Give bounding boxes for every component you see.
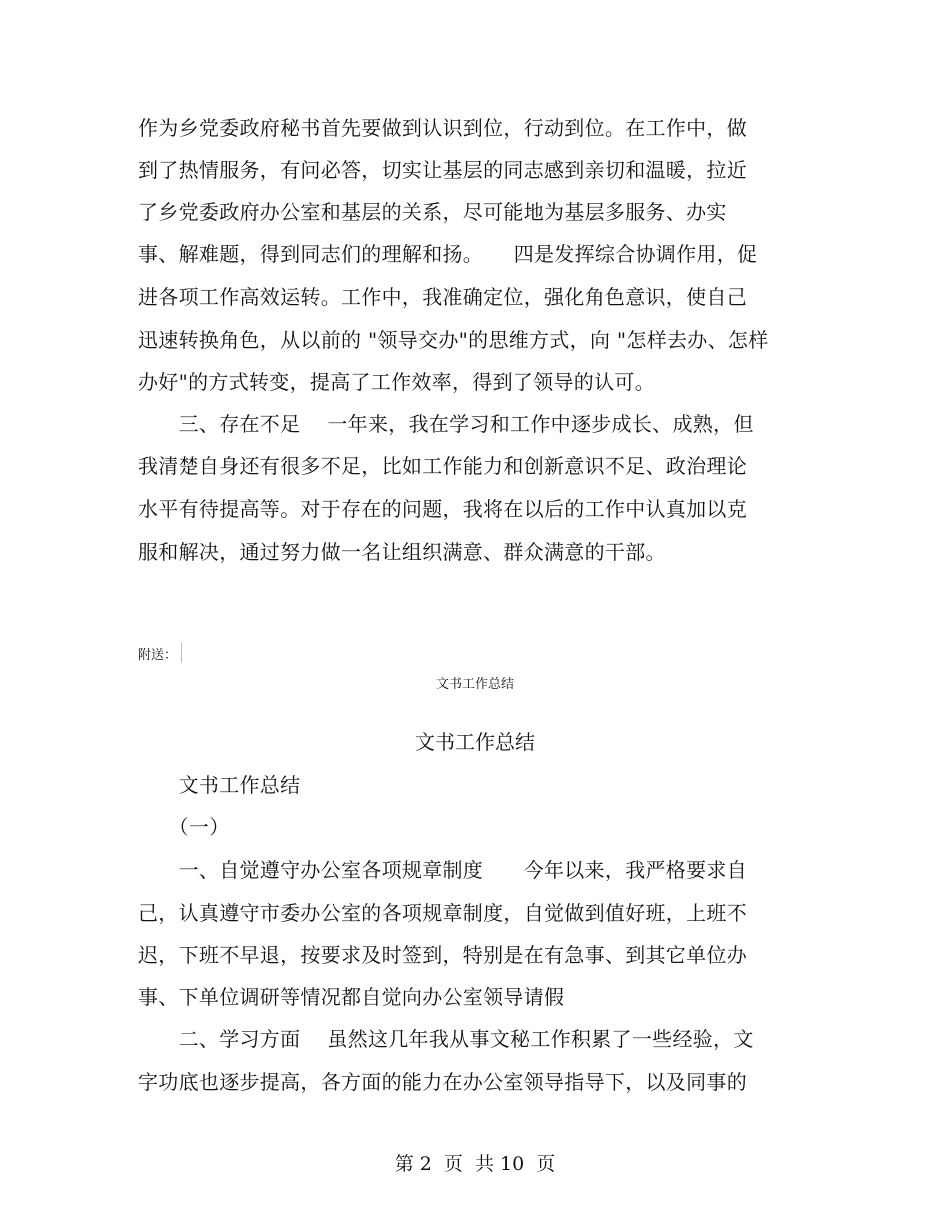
paragraph-line: 己，认真遵守市委办公室的各项规章制度，自觉做到值好班，上班不 — [138, 901, 747, 925]
attachment-label: 附送： — [138, 647, 178, 663]
paragraph-line: 事、下单位调研等情况都自觉向办公室领导请假 — [138, 985, 565, 1009]
attachment-label-box — [138, 642, 182, 664]
attachment-separator — [181, 643, 182, 663]
paragraph-line: 水平有待提高等。对于存在的问题，我将在以后的工作中认真加以克 — [138, 497, 747, 521]
paragraph-line: 文书工作总结 — [138, 773, 301, 797]
paragraph-line: 迅速转换角色，从以前的 "领导交办"的思维方式，向 "怎样去办、怎样 — [138, 328, 769, 352]
paragraph-line: 二、学习方面 虽然这几年我从事文秘工作积累了一些经验，文 — [138, 1027, 754, 1051]
paragraph-line: 字功底也逐步提高，各方面的能力在办公室领导指导下，以及同事的 — [138, 1070, 747, 1094]
doc-title: 文书工作总结 — [415, 730, 535, 754]
paragraph-line: 了乡党委政府办公室和基层的关系，尽可能地为基层多服务、办实 — [138, 200, 727, 224]
paragraph-line: 迟，下班不早退，按要求及时签到，特别是在有急事、到其它单位办 — [138, 943, 747, 967]
paragraph-line: 办好"的方式转变，提高了工作效率，得到了领导的认可。 — [138, 370, 655, 394]
paragraph-line: 事、解难题，得到同志们的理解和扬。 四是发挥综合协调作用，促 — [138, 242, 758, 266]
page-footer: 第 2 页 共 10 页 — [394, 1153, 556, 1175]
paragraph-line: 三、存在不足 一年来，我在学习和工作中逐步成长、成熟，但 — [138, 412, 754, 436]
paragraph-line: 到了热情服务，有问必答，切实让基层的同志感到亲切和温暖，拉近 — [138, 158, 747, 182]
paragraph-line: 进各项工作高效运转。工作中，我准确定位，强化角色意识，使自己 — [138, 285, 747, 309]
paragraph-line: 我清楚自身还有很多不足，比如工作能力和创新意识不足、政治理论 — [138, 454, 747, 478]
attachment-small-title: 文书工作总结 — [435, 677, 514, 692]
paragraph-line: 一、自觉遵守办公室各项规章制度 今年以来，我严格要求自 — [138, 858, 747, 882]
paragraph-line: 服和解决，通过努力做一名让组织满意、群众满意的干部。 — [138, 540, 666, 564]
paragraph-line: （一） — [138, 815, 230, 839]
paragraph-line: 作为乡党委政府秘书首先要做到认识到位，行动到位。在工作中，做 — [138, 116, 747, 140]
